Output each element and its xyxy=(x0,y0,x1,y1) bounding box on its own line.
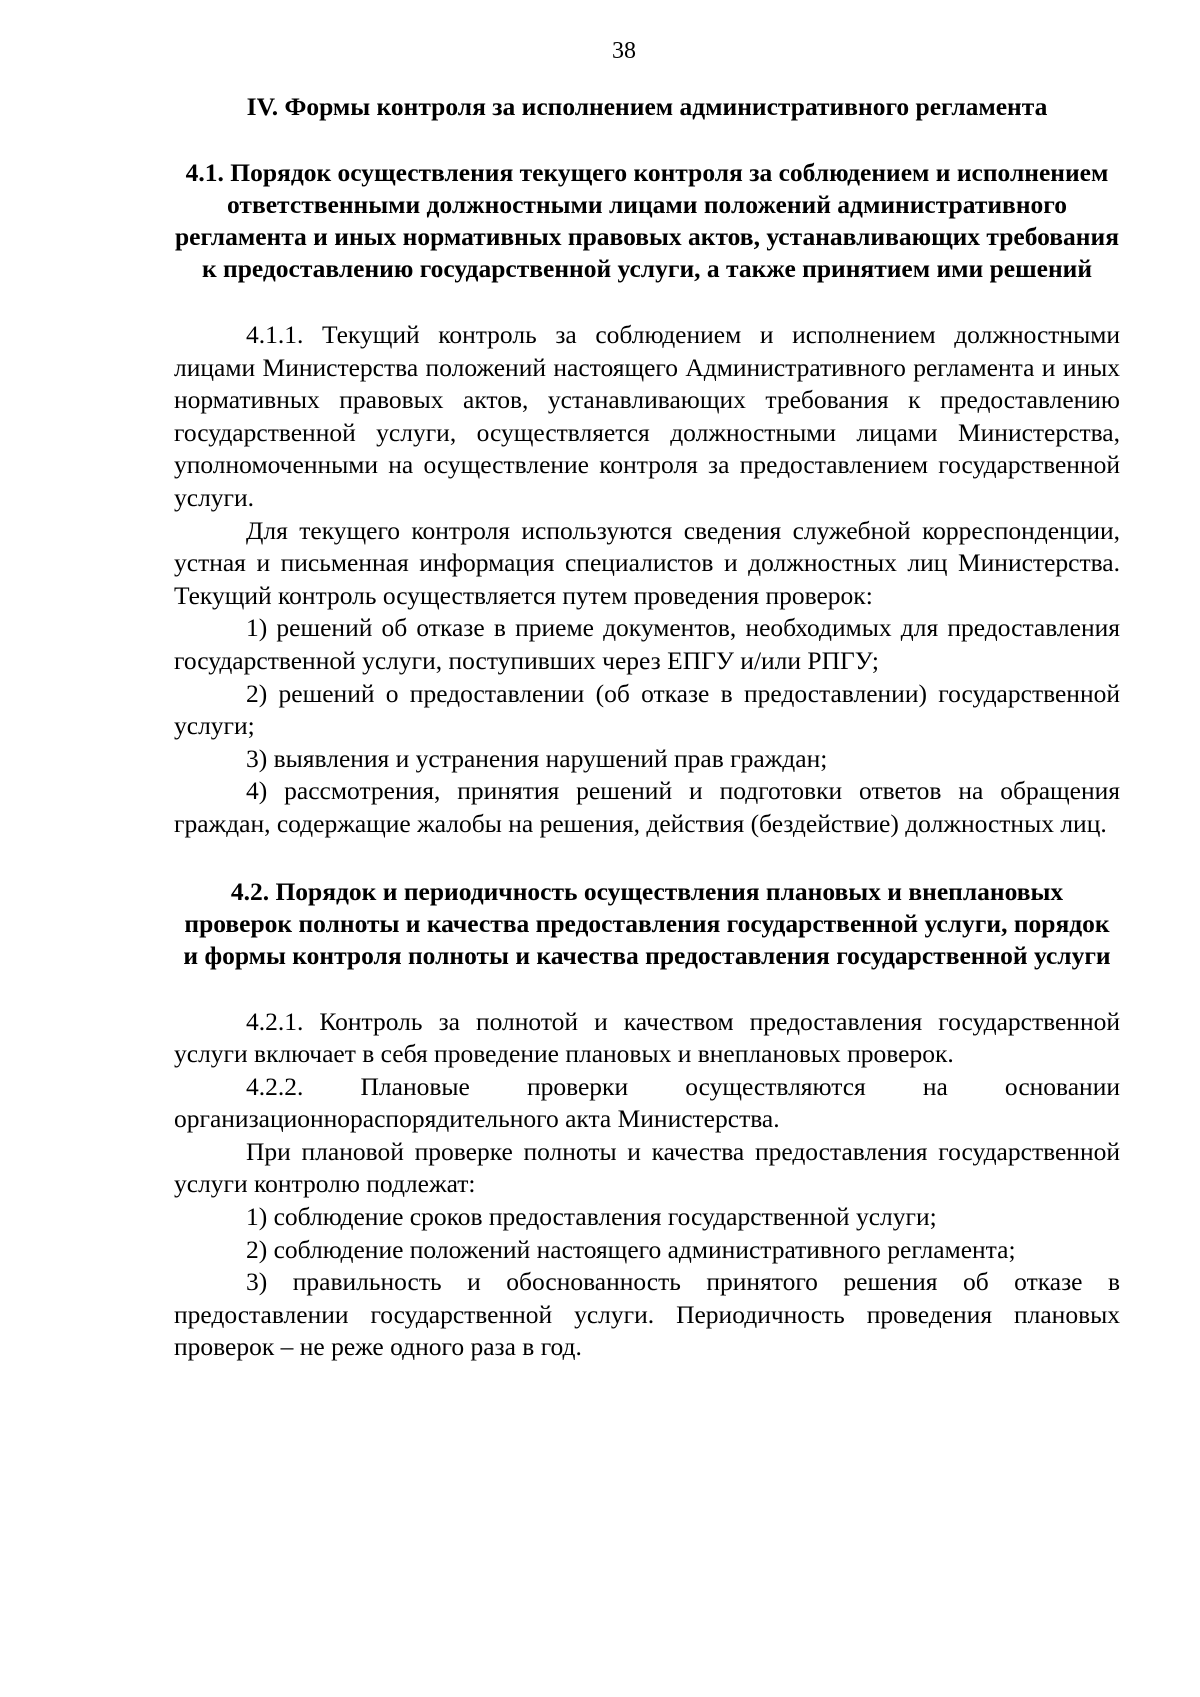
list-item: 1) соблюдение сроков предоставления государственной услуги; xyxy=(246,1202,937,1232)
paragraph-4-2-2: 4.2.2. Плановые проверки осуществляются на основании организационнораспорядительного акта Министерства. xyxy=(174,1071,1120,1134)
list-item: 3) правильность и обоснованность принятого решения об отказе в предоставлении государственной услуги. Периодичность проведения плановых проверок – не реже одного раза в год. xyxy=(174,1267,1120,1362)
paragraph-planned-check: При плановой проверке полноты и качества предоставления государственной услуги контролю подлежат: xyxy=(174,1136,1120,1199)
list-item: 2) соблюдение положений настоящего административного регламента; xyxy=(246,1234,1016,1264)
paragraph-4-2-1: 4.2.1. Контроль за полнотой и качеством предоставления государственной услуги включает в себя проведение плановых и внеплановых проверок. xyxy=(174,1006,1120,1069)
list-item: 2) решений о предоставлении (об отказе в предоставлении) государственной услуги; xyxy=(174,678,1120,741)
list-item: 1) решений об отказе в приеме документов, необходимых для предоставления государственной услуги, поступивших через ЕПГУ и/или РПГУ; xyxy=(174,613,1120,675)
list-item: 3) выявления и устранения нарушений прав граждан; xyxy=(246,743,828,773)
paragraph-current-control: Для текущего контроля используются сведения служебной корреспонденции, устная и письменная информация специалистов и должностных лиц Министерства. Текущий контроль осуществляется путем проведения проверок: xyxy=(174,515,1120,610)
document-body xyxy=(174,91,1120,1364)
list-item: 4) рассмотрения, принятия решений и подготовки ответов на обращения граждан, содержащие жалобы на решения, действия (бездействие) должностных лиц. xyxy=(174,776,1120,838)
page-number: 38 xyxy=(612,38,636,64)
section-title: IV. Формы контроля за исполнением административного регламента xyxy=(246,92,1048,121)
subsection-title-4-2: 4.2. Порядок и периодичность осуществления плановых и внеплановых проверок полноты и качества предоставления государственной услуги, порядок и формы контроля полноты и качества предоставления государственной услуги xyxy=(183,876,1111,970)
subsection-title-4-1: 4.1. Порядок осуществления текущего контроля за соблюдением и исполнением ответственными должностными лицами положений административного регламента и иных нормативных правовых актов, устанавливающих требования к предоставлению государственной услуги, а также принятием ими решений xyxy=(175,158,1119,283)
paragraph-4-1-1: 4.1.1. Текущий контроль за соблюдением и исполнением должностными лицами Министерства положений настоящего Административного регламента и иных нормативных правовых актов, устанавливающих требования к предоставлению государственной услуги, осуществляется должностными лицами Министерства, уполномоченными на осуществление контроля за предоставлением государственной услуги. xyxy=(174,320,1120,512)
